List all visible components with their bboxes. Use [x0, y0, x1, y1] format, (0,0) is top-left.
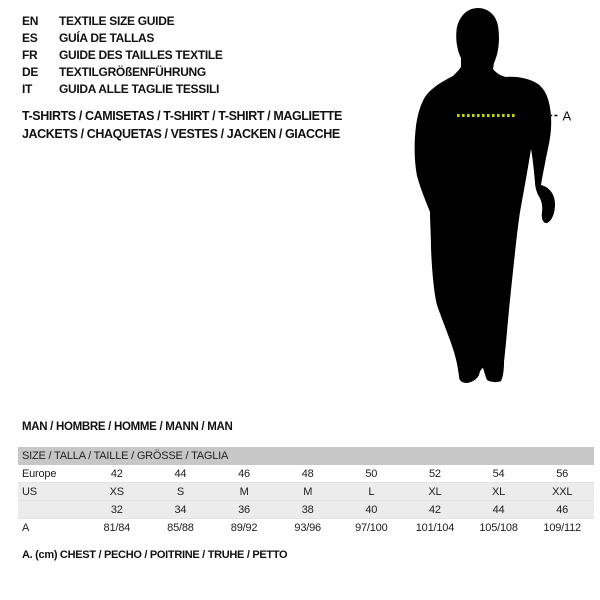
measure-label-a: A: [562, 108, 572, 124]
language-title: GUIDA ALLE TAGLIE TESSILI: [59, 82, 220, 96]
size-cell: 109/112: [530, 519, 594, 537]
size-cell: 46: [530, 501, 594, 519]
measure-footnote: A. (cm) CHEST / PECHO / POITRINE / TRUHE / PETTO: [22, 549, 288, 561]
size-cell: XS: [85, 483, 149, 501]
language-title-block: [22, 13, 223, 98]
size-cell: 101/104: [403, 519, 467, 537]
size-cell: 42: [403, 501, 467, 519]
size-cell: L: [340, 483, 404, 501]
language-row: [22, 47, 223, 64]
size-table-header: SIZE / TALLA / TAILLE / GRÖSSE / TAGLIA: [18, 447, 594, 465]
language-code: FR: [22, 48, 38, 62]
language-row: [22, 81, 223, 98]
language-row: [22, 64, 223, 81]
row-label: A: [18, 519, 85, 537]
size-cell: 36: [212, 501, 276, 519]
category-list: [22, 107, 342, 143]
size-cell: 85/88: [149, 519, 213, 537]
size-cell: 40: [340, 501, 404, 519]
table-row-chest-cm: [18, 519, 594, 537]
language-title: GUÍA DE TALLAS: [59, 31, 155, 45]
size-cell: 38: [276, 501, 340, 519]
size-cell: 42: [85, 465, 149, 483]
size-cell: XL: [467, 483, 531, 501]
language-code: DE: [22, 65, 39, 79]
size-cell: M: [212, 483, 276, 501]
man-silhouette-graphic: [400, 0, 600, 400]
language-title: TEXTILE SIZE GUIDE: [59, 14, 175, 28]
language-title: GUIDE DES TAILLES TEXTILE: [59, 48, 223, 62]
language-title: TEXTILGRÖßENFÜHRUNG: [59, 65, 206, 79]
size-cell: 34: [149, 501, 213, 519]
size-cell: 81/84: [85, 519, 149, 537]
category-line-tshirts: T-SHIRTS / CAMISETAS / T-SHIRT / T-SHIRT / MAGLIETTE: [22, 109, 342, 123]
size-table-header-row: [18, 447, 594, 465]
size-cell: 50: [340, 465, 404, 483]
size-cell: 89/92: [212, 519, 276, 537]
category-line-jackets: JACKETS / CHAQUETAS / VESTES / JACKEN / GIACCHE: [22, 127, 340, 141]
language-code: IT: [22, 82, 33, 96]
language-row: [22, 13, 223, 30]
size-cell: 93/96: [276, 519, 340, 537]
size-cell: 44: [467, 501, 531, 519]
figure-area: [400, 0, 600, 400]
language-code: EN: [22, 14, 39, 28]
size-cell: 48: [276, 465, 340, 483]
size-cell: M: [276, 483, 340, 501]
table-row-europe: [18, 465, 594, 483]
size-cell: 32: [85, 501, 149, 519]
size-cell: XXL: [530, 483, 594, 501]
row-label: Europe: [18, 465, 85, 483]
table-row-us-letters: [18, 483, 594, 501]
size-table: [18, 447, 594, 536]
language-row: [22, 30, 223, 47]
size-cell: 97/100: [340, 519, 404, 537]
size-cell: XL: [403, 483, 467, 501]
size-cell: 56: [530, 465, 594, 483]
section-title-man: MAN / HOMBRE / HOMME / MANN / MAN: [22, 421, 233, 433]
size-cell: 52: [403, 465, 467, 483]
language-code: ES: [22, 31, 38, 45]
size-cell: 54: [467, 465, 531, 483]
size-cell: 46: [212, 465, 276, 483]
size-cell: S: [149, 483, 213, 501]
size-cell: 105/108: [467, 519, 531, 537]
table-row-us-numbers: [18, 501, 594, 519]
man-silhouette: [415, 8, 555, 383]
row-label: US: [18, 483, 85, 501]
size-cell: 44: [149, 465, 213, 483]
row-label: [18, 501, 85, 519]
